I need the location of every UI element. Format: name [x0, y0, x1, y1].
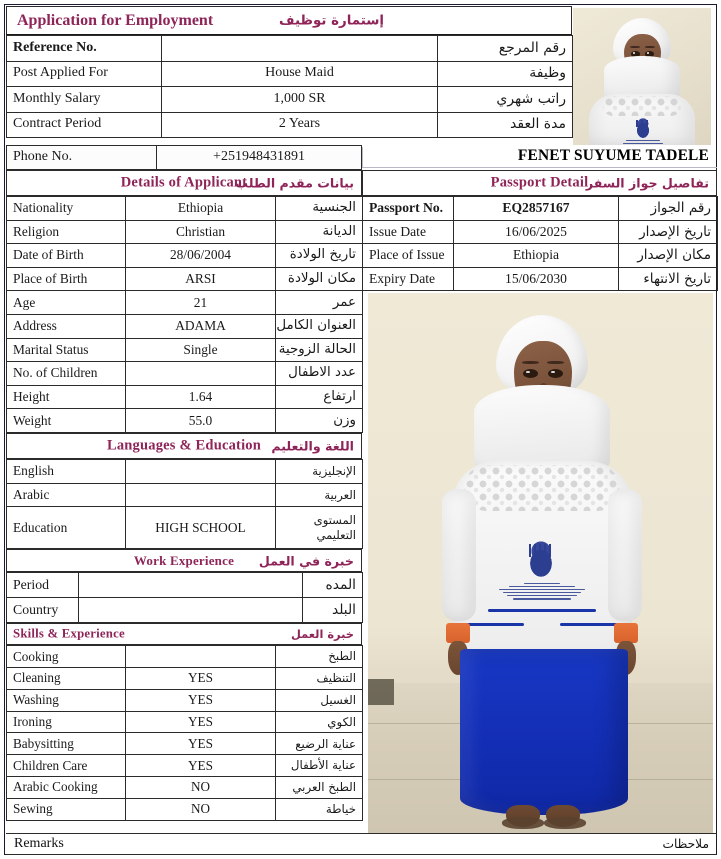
row-value[interactable]: YES: [126, 711, 276, 733]
row-value[interactable]: HIGH SCHOOL: [126, 507, 276, 549]
table-row: [7, 267, 363, 291]
row-label-arabic: مدة العقد: [438, 112, 573, 138]
row-label: English: [7, 459, 126, 483]
row-label: Date of Birth: [7, 244, 126, 268]
row-label-arabic: رقم الجواز: [619, 197, 718, 221]
row-value[interactable]: 15/06/2030: [454, 267, 619, 291]
row-label-arabic: رقم المرجع: [438, 36, 573, 62]
table-row: [7, 598, 363, 623]
applicant-full-body-photo: [368, 293, 713, 833]
row-label-arabic: البلد: [303, 598, 363, 623]
header-table-body: [7, 36, 573, 138]
table-row: [7, 197, 363, 221]
table-row: [7, 733, 363, 755]
row-label: Cooking: [7, 646, 126, 668]
section-header-passport-detail: [362, 170, 717, 196]
remarks-label: Remarks: [14, 836, 64, 851]
table-row: [7, 385, 363, 409]
section-header-languages-education: [6, 433, 362, 459]
row-label-arabic: عمر: [276, 291, 363, 315]
row-value[interactable]: 2 Years: [162, 112, 438, 138]
row-label: Arabic Cooking: [7, 776, 126, 798]
row-label-arabic: الغسيل: [276, 689, 363, 711]
section-title: Details of Applicant: [120, 174, 248, 191]
row-label-arabic: تاريخ الإصدار: [619, 220, 718, 244]
row-label: Age: [7, 291, 126, 315]
row-value[interactable]: 1.64: [126, 385, 276, 409]
section-title-arabic: تفاصيل جواز السفر: [585, 175, 709, 191]
row-label: Contract Period: [7, 112, 162, 138]
table-row: [7, 483, 363, 507]
row-label-arabic: الطبخ العربي: [276, 776, 363, 798]
applicant-details-table: [6, 196, 363, 433]
row-label-arabic: الطبخ: [276, 646, 363, 668]
section-title: Passport Detail: [490, 174, 589, 191]
row-label-arabic: العربية: [276, 483, 363, 507]
row-label-arabic: عدد الاطفال: [276, 362, 363, 386]
table-row: [363, 244, 718, 268]
row-value[interactable]: [162, 36, 438, 62]
row-label-arabic: تاريخ الانتهاء: [619, 267, 718, 291]
uniform-logo-icon: [523, 541, 559, 577]
row-value[interactable]: NO: [126, 798, 276, 820]
table-row: [7, 711, 363, 733]
row-label-arabic: وزن: [276, 409, 363, 433]
row-label: Address: [7, 314, 126, 338]
row-value[interactable]: ADAMA: [126, 314, 276, 338]
page-title-arabic: إستمارة توظيف: [279, 13, 384, 28]
uniform-logo-text: [496, 581, 588, 601]
passport-details-table: [362, 196, 718, 291]
table-row: [7, 798, 363, 820]
row-value[interactable]: [126, 483, 276, 507]
table-row: [7, 507, 363, 549]
row-value[interactable]: 1,000 SR: [162, 87, 438, 113]
row-value[interactable]: House Maid: [162, 61, 438, 87]
languages-education-table: [6, 459, 363, 549]
table-row: [363, 220, 718, 244]
row-value[interactable]: YES: [126, 689, 276, 711]
row-label: Babysitting: [7, 733, 126, 755]
row-label: Period: [7, 573, 79, 598]
section-header-details-of-applicant: [6, 170, 362, 196]
row-label: Place of Issue: [363, 244, 454, 268]
remarks-label-arabic: ملاحظات: [662, 837, 709, 851]
row-label-arabic: الإنجليزية: [276, 459, 363, 483]
table-row: [7, 36, 573, 62]
row-value[interactable]: 16/06/2025: [454, 220, 619, 244]
row-label: Ironing: [7, 711, 126, 733]
work-experience-table: [6, 572, 363, 623]
phone-number-row: [6, 145, 362, 170]
table-row: [7, 667, 363, 689]
table-row: [7, 244, 363, 268]
table-row: [7, 362, 363, 386]
row-label-arabic: تاريخ الولادة: [276, 244, 363, 268]
applicant-portrait-photo: [573, 8, 711, 145]
row-value[interactable]: [126, 362, 276, 386]
section-title-arabic: بيانات مقدم الطلب: [235, 175, 354, 191]
row-label: Marital Status: [7, 338, 126, 362]
row-label: Issue Date: [363, 220, 454, 244]
row-value[interactable]: 55.0: [126, 409, 276, 433]
row-label-arabic: الديانة: [276, 220, 363, 244]
row-label: Country: [7, 598, 79, 623]
row-value[interactable]: [79, 573, 303, 598]
section-title: Languages & Education: [106, 437, 262, 454]
table-row: [7, 573, 363, 598]
row-label: Children Care: [7, 755, 126, 777]
row-value[interactable]: YES: [126, 755, 276, 777]
row-label-arabic: العنوان الكامل: [276, 314, 363, 338]
row-label: Passport No.: [363, 197, 454, 221]
row-value[interactable]: ARSI: [126, 267, 276, 291]
table-row: [7, 755, 363, 777]
table-row: [7, 459, 363, 483]
section-title-arabic: خبرة في العمل: [258, 553, 354, 569]
row-label: No. of Children: [7, 362, 126, 386]
photo-baseboard: [368, 679, 394, 705]
row-value[interactable]: [126, 459, 276, 483]
row-label: Weight: [7, 409, 126, 433]
table-row: [7, 61, 573, 87]
row-value[interactable]: [79, 598, 303, 623]
table-row: [7, 338, 363, 362]
uniform-logo-icon: [633, 118, 653, 138]
row-label-arabic: ارتفاع: [276, 385, 363, 409]
section-title: Work Experience: [133, 552, 235, 568]
passport-detail-block: [362, 170, 717, 291]
section-header-work-experience: [6, 549, 362, 572]
row-value[interactable]: YES: [126, 733, 276, 755]
row-label: Post Applied For: [7, 61, 162, 87]
uniform-logo-text: [621, 138, 665, 145]
row-value[interactable]: 28/06/2004: [126, 244, 276, 268]
row-label-arabic: المستوى التعليمي: [276, 507, 363, 549]
row-label-arabic: مكان الولادة: [276, 267, 363, 291]
page-title: Application for Employment: [17, 11, 214, 29]
table-row: [7, 646, 363, 668]
section-title-arabic: خبرة العمل: [290, 627, 354, 642]
row-label-arabic: المده: [303, 573, 363, 598]
row-label-arabic: عناية الرضيع: [276, 733, 363, 755]
row-label: Nationality: [7, 197, 126, 221]
row-label-arabic: راتب شهري: [438, 87, 573, 113]
table-row: [7, 146, 362, 170]
table-row: [7, 689, 363, 711]
row-value[interactable]: Ethiopia: [126, 197, 276, 221]
table-row: [363, 267, 718, 291]
row-label: Height: [7, 385, 126, 409]
row-label: Washing: [7, 689, 126, 711]
row-label: Expiry Date: [363, 267, 454, 291]
row-label-arabic: الجنسية: [276, 197, 363, 221]
phone-value[interactable]: +251948431891: [157, 146, 362, 170]
table-row: [7, 112, 573, 138]
row-label-arabic: وظيفة: [438, 61, 573, 87]
row-label: Reference No.: [7, 36, 162, 62]
row-label-arabic: الحالة الزوجية: [276, 338, 363, 362]
row-label-arabic: الكوي: [276, 711, 363, 733]
row-value[interactable]: YES: [126, 667, 276, 689]
section-header-skills-experience: [6, 623, 362, 645]
row-label-arabic: مكان الإصدار: [619, 244, 718, 268]
row-label-arabic: التنظيف: [276, 667, 363, 689]
form-header-block: [6, 6, 572, 138]
applicant-full-name: FENET SUYUME TADELE: [362, 147, 717, 168]
skills-experience-table: [6, 645, 363, 820]
row-value[interactable]: [126, 646, 276, 668]
row-value[interactable]: Ethiopia: [454, 244, 619, 268]
row-label: Place of Birth: [7, 267, 126, 291]
row-label: Sewing: [7, 798, 126, 820]
table-row: [363, 197, 718, 221]
row-label: Monthly Salary: [7, 87, 162, 113]
remarks-row: [6, 833, 717, 855]
row-value[interactable]: Single: [126, 338, 276, 362]
row-value[interactable]: 21: [126, 291, 276, 315]
phone-label: Phone No.: [7, 146, 157, 170]
row-value[interactable]: EQ2857167: [454, 197, 619, 221]
row-label-arabic: عناية الأطفال: [276, 755, 363, 777]
table-row: [7, 409, 363, 433]
row-label: Religion: [7, 220, 126, 244]
section-title: Skills & Experience: [13, 626, 125, 641]
form-title-bar: [6, 6, 572, 35]
left-column-stack: [6, 170, 362, 821]
row-label-arabic: خياطة: [276, 798, 363, 820]
table-row: [7, 776, 363, 798]
table-row: [7, 291, 363, 315]
row-label: Arabic: [7, 483, 126, 507]
header-details-table: [6, 35, 573, 138]
table-row: [7, 220, 363, 244]
section-title-arabic: اللغة والتعليم: [271, 438, 354, 454]
table-row: [7, 314, 363, 338]
table-row: [7, 87, 573, 113]
row-label: Education: [7, 507, 126, 549]
row-value[interactable]: NO: [126, 776, 276, 798]
row-value[interactable]: Christian: [126, 220, 276, 244]
row-label: Cleaning: [7, 667, 126, 689]
